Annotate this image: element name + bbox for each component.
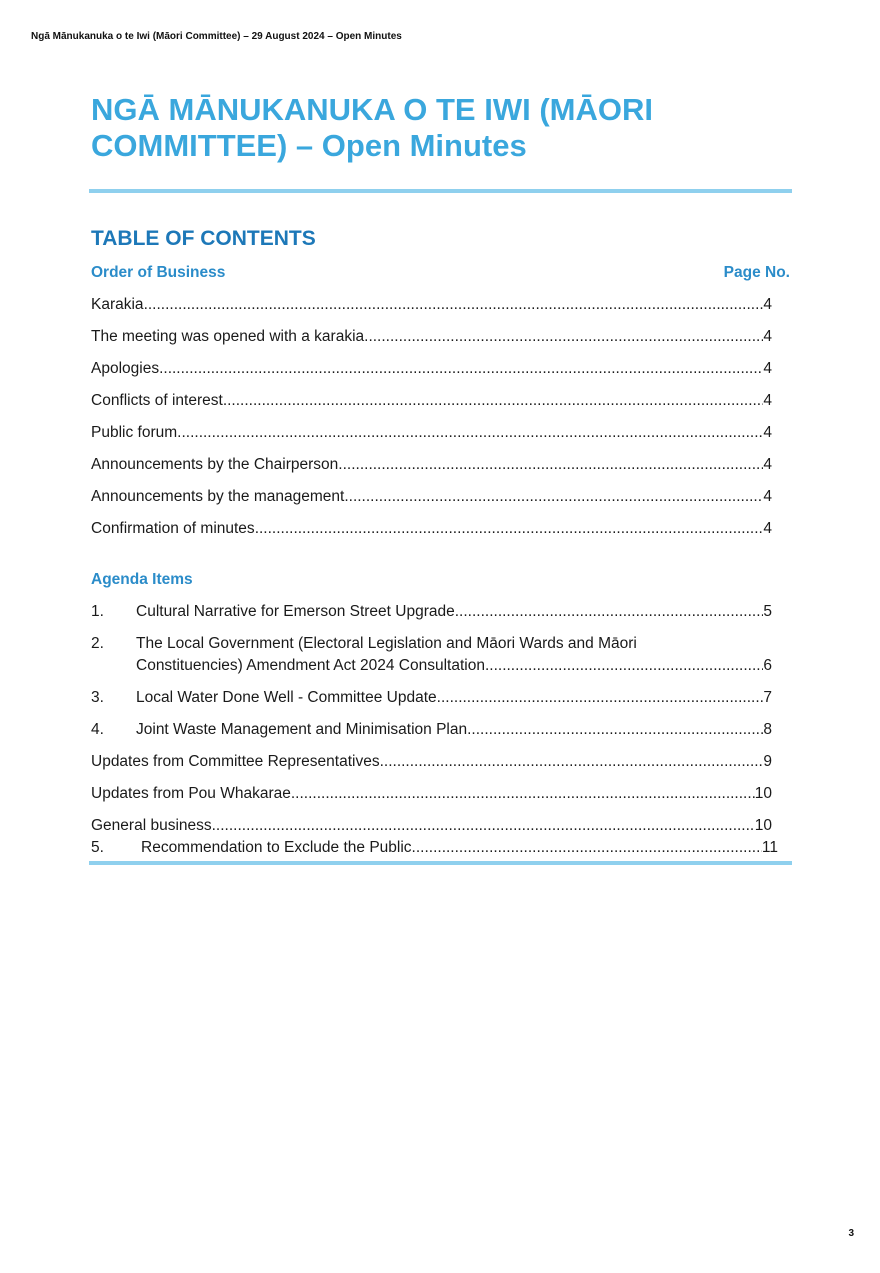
toc-entry-page: 4 [763,456,772,473]
toc-entry-label: Apologies [91,360,160,377]
toc-entry[interactable] [91,518,772,540]
toc-entry-label: General business [91,817,212,834]
page-no-heading: Page No. [723,264,790,281]
toc-entry-label: Updates from Pou Whakarae [91,785,291,802]
toc-entry-label: Conflicts of interest [91,392,223,409]
toc-entry[interactable] [91,326,772,348]
agenda-item-number: 3. [91,689,104,706]
toc-entry-page: 4 [763,392,772,409]
toc-entry-page: 4 [763,360,772,377]
agenda-item-page: 6 [763,657,772,674]
toc-entry[interactable] [91,486,772,508]
toc-entry[interactable] [91,390,772,412]
toc-entry-page: 11 [761,839,778,856]
toc-entry-page: 4 [763,520,772,537]
agenda-item-label: Local Water Done Well - Committee Update [136,689,437,706]
toc-entry-page: 10 [754,785,772,802]
toc-entry-label: Announcements by the management [91,488,345,505]
toc-entry[interactable] [91,783,772,805]
toc-entry[interactable] [91,422,772,444]
toc-entry-page: 10 [754,817,772,834]
agenda-item-number: 2. [91,635,104,652]
toc-entry[interactable] [91,454,772,476]
toc-heading: TABLE OF CONTENTS [91,227,316,250]
title-divider [89,189,792,193]
agenda-item-number: 5. [91,839,104,856]
toc-entry-label: Recommendation to Exclude the Public. [141,839,416,856]
page-number: 3 [848,1228,854,1239]
agenda-item[interactable] [91,687,772,709]
agenda-items-heading: Agenda Items [91,571,193,588]
agenda-item-label-line2: Constituencies) Amendment Act 2024 Consultation [136,657,485,674]
toc-entry-page: 4 [763,488,772,505]
toc-entry-label: Updates from Committee Representatives [91,753,380,770]
toc-entry-page: 4 [763,424,772,441]
toc-bottom-divider [89,861,792,865]
page-title: NGĀ MĀNUKANUKA O TE IWI (MĀORI COMMITTEE) – Open Minutes [91,92,653,163]
agenda-item[interactable] [91,633,772,677]
toc-entry-exclude-public[interactable] [91,837,778,859]
toc-entry[interactable] [91,358,772,380]
toc-entry[interactable] [91,751,772,773]
agenda-item-number: 4. [91,721,104,738]
agenda-item-label: Cultural Narrative for Emerson Street Upgrade [136,603,455,620]
agenda-item-label: Joint Waste Management and Minimisation Plan [136,721,468,738]
agenda-item-page: 8 [763,721,772,738]
running-header: Ngā Mānukanuka o te Iwi (Māori Committee) – 29 August 2024 – Open Minutes [31,31,402,42]
toc-entry-label: The meeting was opened with a karakia. [91,328,369,345]
agenda-item[interactable] [91,601,772,623]
toc-entry-label: Public forum [91,424,178,441]
agenda-item[interactable] [91,719,772,741]
toc-entry-page: 4 [763,328,772,345]
agenda-item-page: 7 [763,689,772,706]
order-of-business-heading: Order of Business [91,264,226,281]
toc-entry-label: Confirmation of minutes [91,520,255,537]
toc-entry-label: Announcements by the Chairperson [91,456,339,473]
toc-entry-page: 9 [763,753,772,770]
toc-entry[interactable] [91,815,772,837]
agenda-item-label-line1: The Local Government (Electoral Legislation and Māori Wards and Māori [136,635,637,652]
agenda-item-number: 1. [91,603,104,620]
agenda-item-page: 5 [763,603,772,620]
toc-entry-label: Karakia [91,296,144,313]
toc-entry[interactable] [91,294,772,316]
toc-entry-page: 4 [763,296,772,313]
